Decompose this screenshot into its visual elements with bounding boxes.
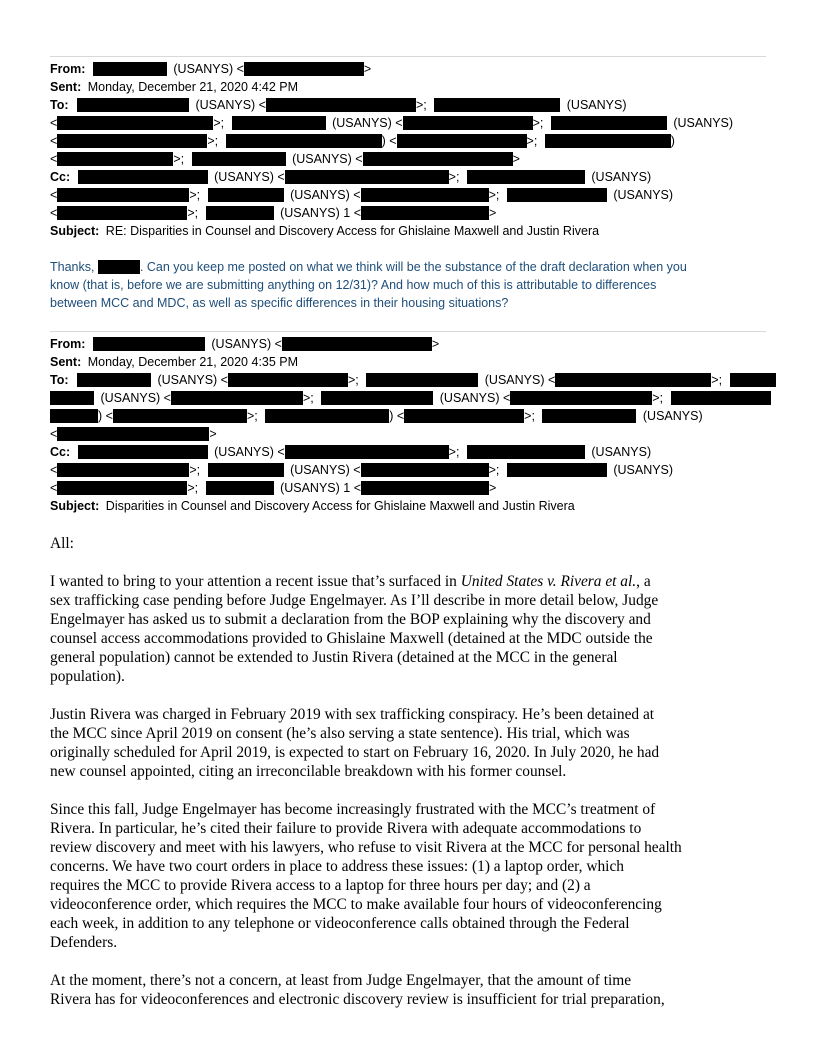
org-text: (USANYS) < <box>292 152 363 166</box>
org-text: (USANYS) < <box>214 170 285 184</box>
subject-value: RE: Disparities in Counsel and Discovery Access for Ghislaine Maxwell and Justin Rivera <box>105 224 600 238</box>
org-text: (USANYS) < <box>214 445 285 459</box>
paragraph-line: the MCC since April 2019 on consent (he’s also serving a state sentence). His trial, which was <box>50 725 630 742</box>
bracket: >; <box>173 152 185 166</box>
bracket: < <box>50 188 58 202</box>
cc-line-3 <box>50 204 766 222</box>
bracket: < <box>50 463 58 477</box>
paragraph-3 <box>50 800 766 952</box>
paragraph-line: Justin Rivera was charged in February 2019 with sex trafficking conspiracy. He’s been detained at <box>50 706 655 723</box>
bracket: >; <box>207 134 219 148</box>
paragraph-line: general population) cannot be extended to Justin Rivera (detained at the MCC in the general <box>50 649 618 666</box>
paragraph-line <box>50 572 766 591</box>
paragraph-line: Since this fall, Judge Engelmayer has become increasingly frustrated with the MCC’s treatment of <box>50 801 656 818</box>
redaction-box <box>542 409 636 423</box>
redaction-box <box>57 206 187 220</box>
cc-line-3 <box>50 479 766 497</box>
from-line <box>50 60 766 78</box>
redaction-box <box>57 152 173 166</box>
bracket: >; <box>448 445 460 459</box>
cc-label: Cc: <box>50 445 71 459</box>
redaction-box <box>363 152 513 166</box>
redaction-box <box>57 134 207 148</box>
redaction-box <box>57 116 213 130</box>
redaction-box <box>57 188 189 202</box>
redaction-box <box>361 481 489 495</box>
bracket: < <box>50 206 58 220</box>
reply-text: . Can you keep me posted on what we think will be the substance of the draft declaration when you <box>139 260 687 274</box>
org-text: (USANYS) 1 < <box>280 206 361 220</box>
org-text: (USANYS) <box>591 170 652 184</box>
sent-label: Sent: <box>50 80 82 94</box>
paragraph-line: videoconference order, which requires the MCC to make available four hours of videoconferencing <box>50 896 662 913</box>
org-text: (USANYS) < <box>484 373 556 387</box>
divider-original <box>50 331 766 332</box>
bracket: ) < <box>98 409 113 423</box>
bracket: > <box>489 206 497 220</box>
bracket: > <box>431 337 440 351</box>
bracket: < <box>50 481 58 495</box>
redaction-box <box>57 463 189 477</box>
to-line-4 <box>50 425 766 443</box>
to-line-2 <box>50 114 766 132</box>
subject-line <box>50 497 766 515</box>
subject-value: Disparities in Counsel and Discovery Access for Ghislaine Maxwell and Justin Rivera <box>105 499 575 513</box>
from-label: From: <box>50 62 86 76</box>
redaction-box <box>77 98 189 112</box>
subject-label: Subject: <box>50 499 100 513</box>
redaction-box <box>366 373 478 387</box>
to-label: To: <box>50 98 69 112</box>
redaction-box <box>78 445 208 459</box>
redaction-box <box>403 116 533 130</box>
redaction-box <box>57 427 209 441</box>
bracket: >; <box>187 206 199 220</box>
bracket: < <box>50 427 58 441</box>
org-text: (USANYS) < <box>332 116 403 130</box>
redaction-box <box>397 134 527 148</box>
redaction-box <box>555 373 711 387</box>
bracket: >; <box>187 481 199 495</box>
to-line <box>50 371 766 389</box>
subject-line <box>50 222 766 240</box>
org-text: (USANYS) <box>591 445 652 459</box>
paragraph-2 <box>50 705 766 781</box>
redaction-box <box>50 409 98 423</box>
bracket: >; <box>213 116 225 130</box>
to-line-4 <box>50 150 766 168</box>
redaction-box <box>93 62 167 76</box>
to-line <box>50 96 766 114</box>
redaction-box <box>93 337 205 351</box>
case-name: United States v. Rivera et al. <box>460 573 637 590</box>
redaction-box <box>282 337 432 351</box>
org-text: (USANYS) < <box>157 373 228 387</box>
redaction-box <box>78 170 208 184</box>
redaction-box <box>507 463 607 477</box>
paragraph-line: originally scheduled for April 2019, is expected to start on February 16, 2020. In July 2020, he had <box>50 744 660 761</box>
sent-label: Sent: <box>50 355 82 369</box>
text-run: , a <box>636 573 651 590</box>
org-text: (USANYS) <box>613 463 674 477</box>
bracket: >; <box>532 116 544 130</box>
redaction-box <box>467 170 585 184</box>
bracket: >; <box>488 463 500 477</box>
bracket: >; <box>652 391 664 405</box>
paragraph-line: Rivera. In particular, he’s cited their failure to provide Rivera with adequate accommodations to <box>50 820 642 837</box>
paragraph-1 <box>50 572 766 686</box>
redaction-box <box>404 409 524 423</box>
org-text: (USANYS) < <box>100 391 171 405</box>
from-line <box>50 335 766 353</box>
bracket: > <box>512 152 520 166</box>
redaction-box <box>171 391 303 405</box>
paragraph-4 <box>50 971 766 1009</box>
org-text: (USANYS) 1 < <box>280 481 361 495</box>
redaction-box <box>551 116 667 130</box>
reply-message <box>50 258 766 312</box>
redaction-box <box>208 188 284 202</box>
paragraph-line: requires the MCC to provide Rivera access to a laptop for three hours per day; and (2) a <box>50 877 591 894</box>
redaction-box <box>285 445 449 459</box>
redaction-box <box>57 481 187 495</box>
paragraph-line: new counsel appointed, citing an irreconcilable breakdown with his former counsel. <box>50 763 567 780</box>
bracket: >; <box>189 188 201 202</box>
bracket: > <box>209 427 217 441</box>
org-text: (USANYS) <box>642 409 703 423</box>
bracket: >; <box>416 98 427 112</box>
redaction-box <box>545 134 671 148</box>
org-text: (USANYS) < <box>290 463 361 477</box>
paragraph-line: each week, in addition to any telephone or videoconference calls obtained through the Federal <box>50 915 630 932</box>
paragraph-line: population). <box>50 668 125 685</box>
cc-label: Cc: <box>50 170 71 184</box>
paragraph-line: counsel access accommodations provided to Ghislaine Maxwell (detained at the MDC outside the <box>50 630 653 647</box>
redaction-box <box>113 409 247 423</box>
paragraph-line: sex trafficking case pending before Judge Engelmayer. As I’ll describe in more detail below, Judge <box>50 592 659 609</box>
bracket: >; <box>488 188 500 202</box>
salutation: All: <box>50 535 74 552</box>
to-label: To: <box>50 373 69 387</box>
redaction-box <box>77 373 151 387</box>
redaction-box <box>361 206 489 220</box>
org-text: (USANYS) < <box>439 391 511 405</box>
bracket: > <box>363 62 372 76</box>
paragraph-line: review discovery and meet with his lawyers, who refuse to visit Rivera at the MCC for personal health <box>50 839 682 856</box>
redaction-box <box>192 152 286 166</box>
reply-line <box>50 258 766 276</box>
redaction-box <box>98 260 140 274</box>
bracket: < <box>50 134 58 148</box>
org-text: (USANYS) < <box>211 337 282 351</box>
bracket: ) <box>670 134 675 148</box>
cc-line <box>50 168 766 186</box>
redaction-box <box>265 409 389 423</box>
org-text: (USANYS) <box>673 116 734 130</box>
org-text: (USANYS) < <box>195 98 266 112</box>
email-header-original <box>50 335 766 515</box>
redaction-box <box>321 391 433 405</box>
bracket: >; <box>348 373 359 387</box>
paragraph-line: concerns. We have two court orders in place to address these issues: (1) a laptop order, which <box>50 858 624 875</box>
redaction-box <box>510 391 652 405</box>
reply-line: between MCC and MDC, as well as specific differences in their housing situations? <box>50 296 509 310</box>
bracket: ) < <box>381 134 397 148</box>
bracket: < <box>50 152 58 166</box>
redaction-box <box>226 134 382 148</box>
text-run: I wanted to bring to your attention a recent issue that’s surfaced in <box>50 573 461 590</box>
to-line-3 <box>50 132 766 150</box>
cc-line-2 <box>50 461 766 479</box>
bracket: >; <box>246 409 258 423</box>
paragraph-line: Rivera has for videoconferences and electronic discovery review is insufficient for trial preparation, <box>50 991 665 1008</box>
redaction-box <box>244 62 364 76</box>
redaction-box <box>361 463 489 477</box>
bracket: >; <box>711 373 723 387</box>
paragraph-line: Engelmayer has asked us to submit a declaration from the BOP explaining why the discovery and <box>50 611 651 628</box>
org-text: (USANYS) <box>613 188 674 202</box>
bracket: > <box>489 481 497 495</box>
redaction-box <box>206 481 274 495</box>
paragraph-line: Defenders. <box>50 934 118 951</box>
to-line-3 <box>50 407 766 425</box>
reply-line: know (that is, before we are submitting anything on 12/31)? And how much of this is attributable to differences <box>50 278 657 292</box>
redaction-box <box>266 98 416 112</box>
bracket: >; <box>448 170 460 184</box>
redaction-box <box>467 445 585 459</box>
redaction-box <box>208 463 284 477</box>
redaction-box <box>232 116 326 130</box>
sent-value: Monday, December 21, 2020 4:35 PM <box>87 355 299 369</box>
sent-value: Monday, December 21, 2020 4:42 PM <box>87 80 299 94</box>
bracket: >; <box>524 409 535 423</box>
from-label: From: <box>50 337 86 351</box>
sent-line <box>50 353 766 371</box>
org-text: (USANYS) < <box>290 188 361 202</box>
bracket: >; <box>303 391 314 405</box>
divider-top <box>50 56 766 57</box>
email-header-reply <box>50 60 766 240</box>
redaction-box <box>228 373 348 387</box>
redaction-box <box>361 188 489 202</box>
redaction-box <box>50 391 94 405</box>
to-line-2 <box>50 389 766 407</box>
org-text: (USANYS) < <box>173 62 244 76</box>
subject-label: Subject: <box>50 224 100 238</box>
redaction-box <box>206 206 274 220</box>
redaction-box <box>434 98 560 112</box>
paragraph-line: At the moment, there’s not a concern, at least from Judge Engelmayer, that the amount of time <box>50 972 632 989</box>
org-text: (USANYS) <box>566 98 627 112</box>
email-body <box>50 534 766 1009</box>
sent-line <box>50 78 766 96</box>
reply-text: Thanks, <box>50 260 95 274</box>
bracket: < <box>50 116 58 130</box>
redaction-box <box>285 170 449 184</box>
redaction-box <box>671 391 771 405</box>
redaction-box <box>730 373 776 387</box>
cc-line-2 <box>50 186 766 204</box>
bracket: ) < <box>389 409 405 423</box>
bracket: >; <box>526 134 538 148</box>
cc-line <box>50 443 766 461</box>
bracket: >; <box>189 463 201 477</box>
redaction-box <box>507 188 607 202</box>
